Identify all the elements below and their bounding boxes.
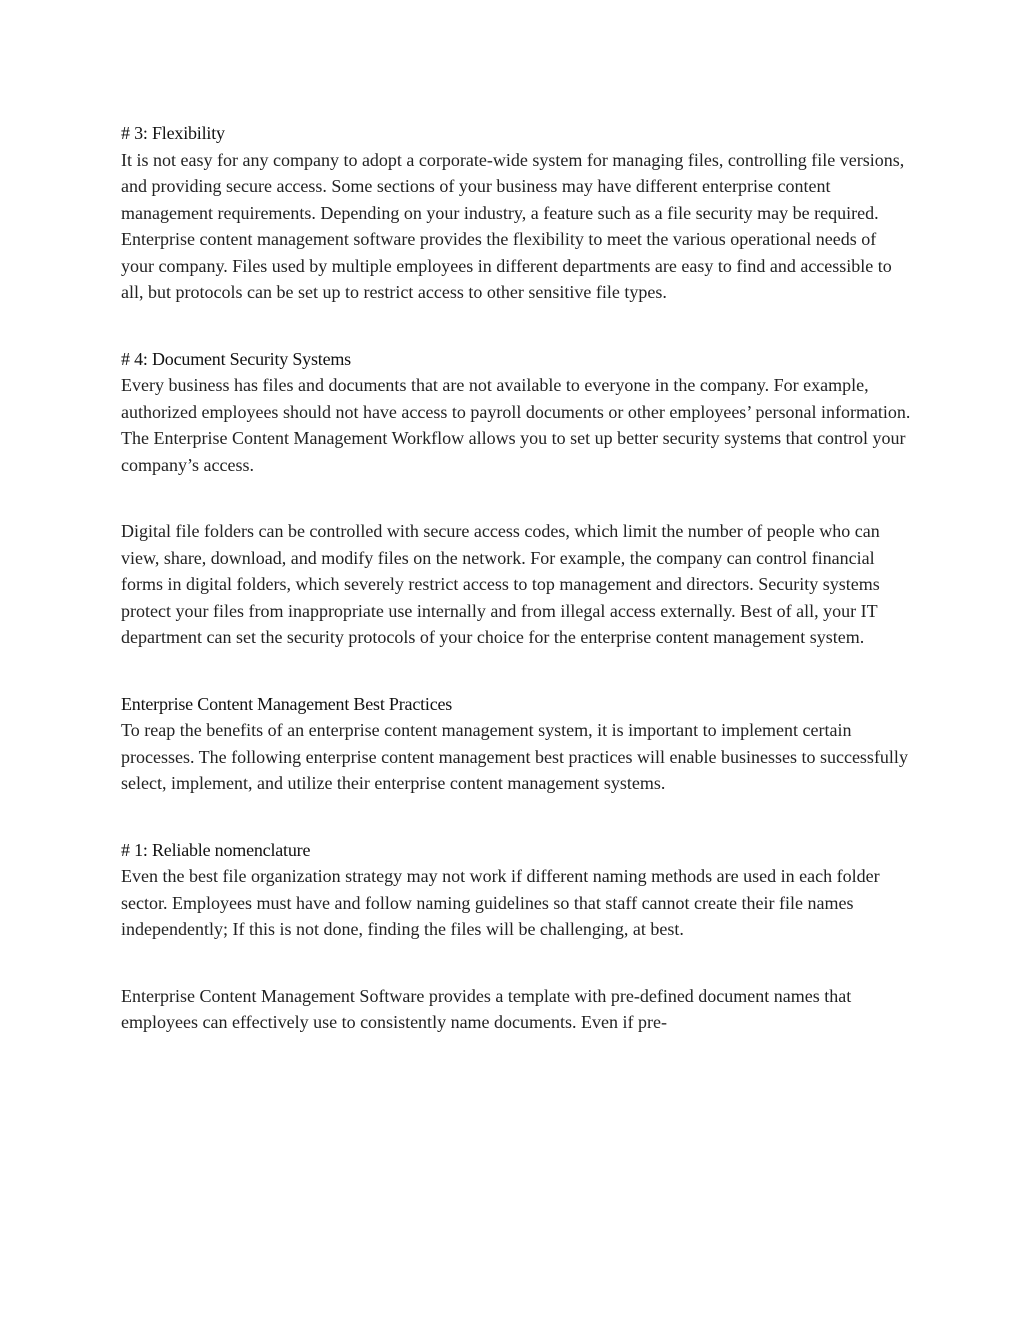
paragraph-nomenclature-1: Even the best file organization strategy may not work if different naming methods are used in each folder sector. Employees must have and follow naming guidelines so that staff cannot create their file names independently; If this is not done, finding the files will be challenging, at best. [121,866,880,939]
section-spacer [121,306,911,346]
paragraph-best-practices-1: To reap the benefits of an enterprise content management system, it is important to implement certain processes. The following enterprise content management best practices will enable businesses to successfully select, implement, and utilize their enterprise content management systems. [121,720,908,793]
section-spacer [121,651,911,691]
section-heading-flexibility: # 3: Flexibility [121,123,225,143]
section-spacer [121,797,911,837]
paragraph-security-2: Digital file folders can be controlled with secure access codes, which limit the number of people who can view, share, download, and modify files on the network. For example, the company can control financial forms in digital folders, which severely restrict access to top management and directors. Security systems protect your files from inappropriate use internally and from illegal access externally. Best of all, your IT department can set the security protocols of your choice for the enterprise content management system. [121,521,880,647]
paragraph-security-1: Every business has files and documents that are not available to everyone in the company. For example, authorized employees should not have access to payroll documents or other employees’ personal information. The Enterprise Content Management Workflow allows you to set up better security systems that control your company’s access. [121,375,911,475]
paragraph-flexibility-2: Enterprise content management software provides the flexibility to meet the various operational needs of your company. Files used by multiple employees in different departments are easy to find and accessible to all, but protocols can be set up to restrict access to other sensitive file types. [121,229,892,302]
section-heading-document-security: # 4: Document Security Systems [121,348,351,369]
section-heading-reliable-nomenclature: # 1: Reliable nomenclature [121,839,311,860]
paragraph-flexibility-1: It is not easy for any company to adopt a corporate-wide system for managing files, controlling file versions, and providing secure access. Some sections of your business may have different enterprise content management requirements. Depending on your industry, a feature such as a file security may be required. [121,149,905,223]
paragraph-spacer [121,478,911,518]
paragraph-spacer [121,943,911,983]
paragraph-nomenclature-2: Enterprise Content Management Software provides a template with pre-defined document names that employees can effectively use to consistently name documents. Even if pre- [121,985,852,1032]
document-page [121,120,911,1036]
section-heading-best-practices: Enterprise Content Management Best Practices [121,693,453,714]
